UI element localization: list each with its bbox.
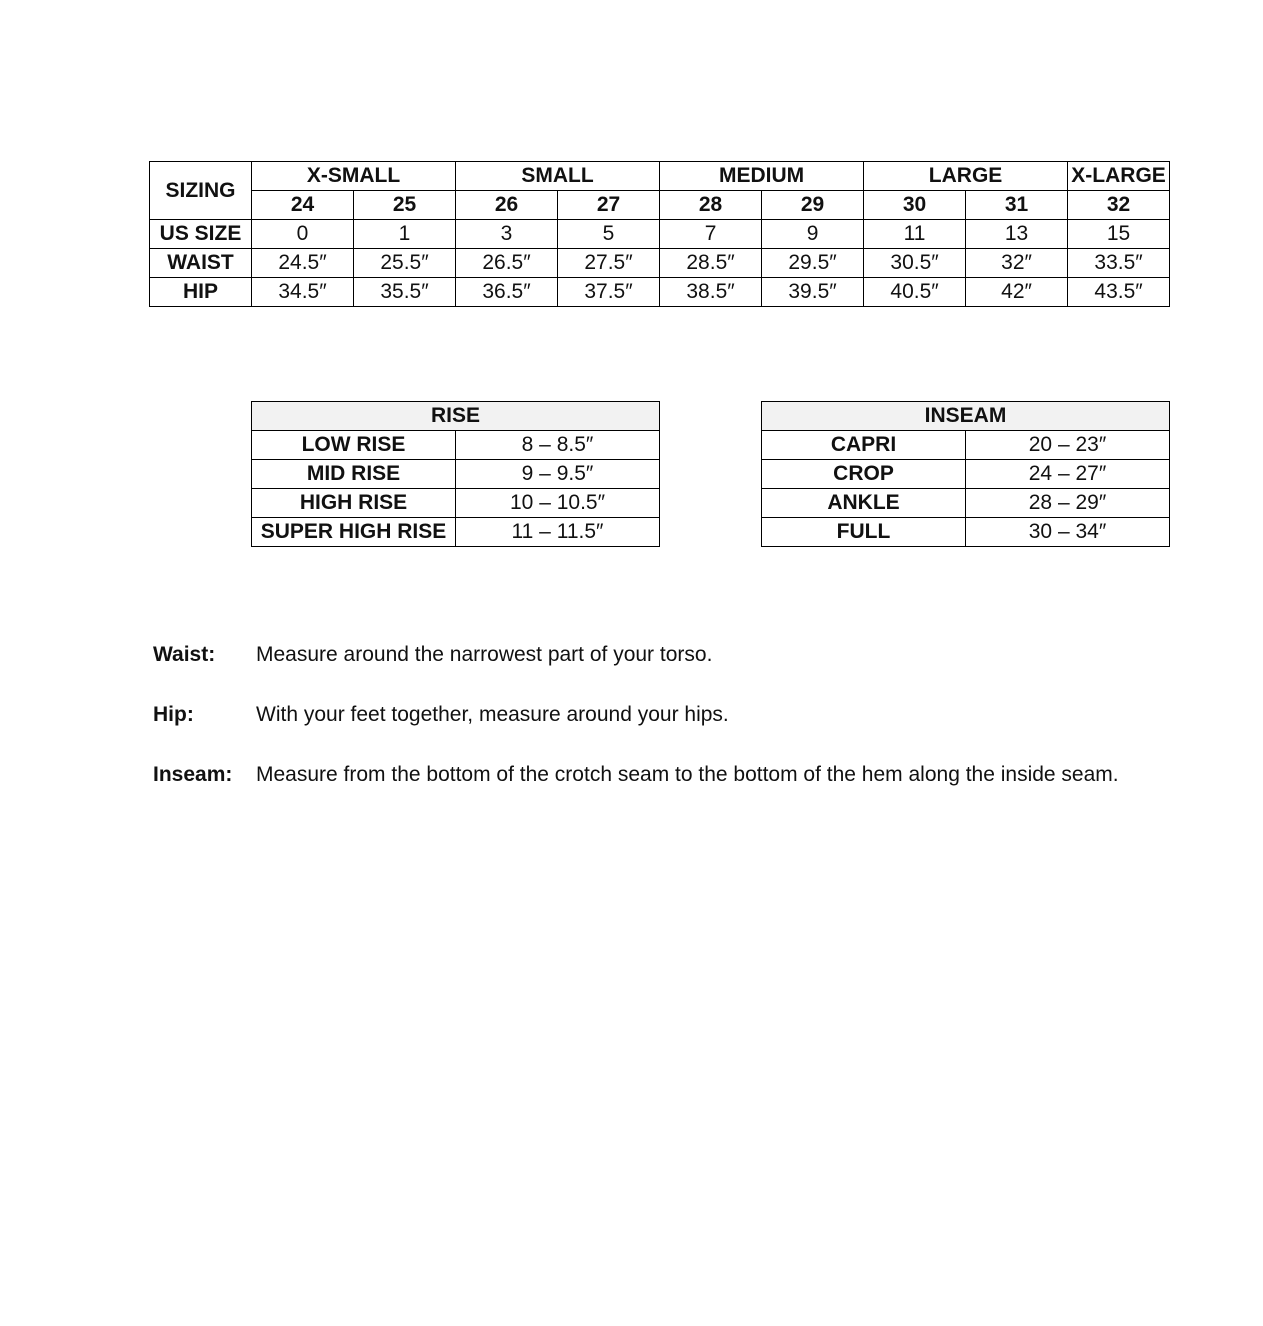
row-label: CROP [762,460,966,489]
size-number-row [150,191,1170,220]
table-row [762,489,1170,518]
table-row [252,518,660,547]
note-label: Hip: [153,703,194,726]
row-label: MID RISE [252,460,456,489]
table-row [762,460,1170,489]
table-cell: 28.5″ [660,249,762,278]
table-cell: 43.5″ [1068,278,1170,307]
measurement-notes [153,640,1233,820]
table-cell: 40.5″ [864,278,966,307]
waist-row [150,249,1170,278]
size-number: 26 [456,191,558,220]
table-row [252,402,660,431]
table-cell: 42″ [966,278,1068,307]
row-label: US SIZE [150,220,252,249]
size-number: 32 [1068,191,1170,220]
inseam-table [761,401,1170,547]
size-number: 31 [966,191,1068,220]
table-cell: 1 [354,220,456,249]
table-cell: 10 – 10.5″ [456,489,660,518]
table-cell: 25.5″ [354,249,456,278]
table-row [762,431,1170,460]
table-cell: 38.5″ [660,278,762,307]
size-number: 27 [558,191,660,220]
table-cell: 29.5″ [762,249,864,278]
size-number: 28 [660,191,762,220]
table-cell: 7 [660,220,762,249]
size-number: 25 [354,191,456,220]
row-label: FULL [762,518,966,547]
note-text: With your feet together, measure around your hips. [256,703,729,726]
table-row [762,402,1170,431]
table-cell: 24 – 27″ [966,460,1170,489]
table-cell: 26.5″ [456,249,558,278]
rise-table [251,401,660,547]
table-row [252,431,660,460]
table-row [762,518,1170,547]
row-label: HIGH RISE [252,489,456,518]
note-label: Waist: [153,643,216,666]
table-cell: 13 [966,220,1068,249]
table-cell: 30.5″ [864,249,966,278]
table-cell: 3 [456,220,558,249]
table-cell: 8 – 8.5″ [456,431,660,460]
row-label: SUPER HIGH RISE [252,518,456,547]
size-number: 29 [762,191,864,220]
table-cell: 11 – 11.5″ [456,518,660,547]
inseam-title: INSEAM [762,402,1170,431]
table-cell: 27.5″ [558,249,660,278]
table-cell: 9 – 9.5″ [456,460,660,489]
group-medium: MEDIUM [660,162,864,191]
table-cell: 37.5″ [558,278,660,307]
note-hip [153,700,1233,730]
table-cell: 36.5″ [456,278,558,307]
table-cell: 39.5″ [762,278,864,307]
table-cell: 28 – 29″ [966,489,1170,518]
table-cell: 5 [558,220,660,249]
note-label: Inseam: [153,763,233,786]
us-size-row [150,220,1170,249]
size-group-row [150,162,1170,191]
table-row [252,460,660,489]
row-label: LOW RISE [252,431,456,460]
note-text: Measure around the narrowest part of your torso. [256,643,713,666]
rise-title: RISE [252,402,660,431]
table-cell: 9 [762,220,864,249]
row-label: ANKLE [762,489,966,518]
hip-row [150,278,1170,307]
note-inseam [153,760,1233,790]
table-cell: 33.5″ [1068,249,1170,278]
size-number: 30 [864,191,966,220]
table-row [252,489,660,518]
note-text: Measure from the bottom of the crotch seam to the bottom of the hem along the inside seam. [256,763,1119,786]
table-cell: 11 [864,220,966,249]
table-cell: 32″ [966,249,1068,278]
row-label: WAIST [150,249,252,278]
row-label: CAPRI [762,431,966,460]
table-cell: 20 – 23″ [966,431,1170,460]
table-cell: 35.5″ [354,278,456,307]
table-cell: 24.5″ [252,249,354,278]
group-xsmall: X-SMALL [252,162,456,191]
note-waist [153,640,1233,670]
group-xlarge: X-LARGE [1068,162,1170,191]
table-cell: 34.5″ [252,278,354,307]
sizing-corner-label: SIZING [150,162,252,220]
group-small: SMALL [456,162,660,191]
table-cell: 15 [1068,220,1170,249]
table-cell: 0 [252,220,354,249]
group-large: LARGE [864,162,1068,191]
size-chart-table [149,161,1170,307]
row-label: HIP [150,278,252,307]
size-number: 24 [252,191,354,220]
table-cell: 30 – 34″ [966,518,1170,547]
